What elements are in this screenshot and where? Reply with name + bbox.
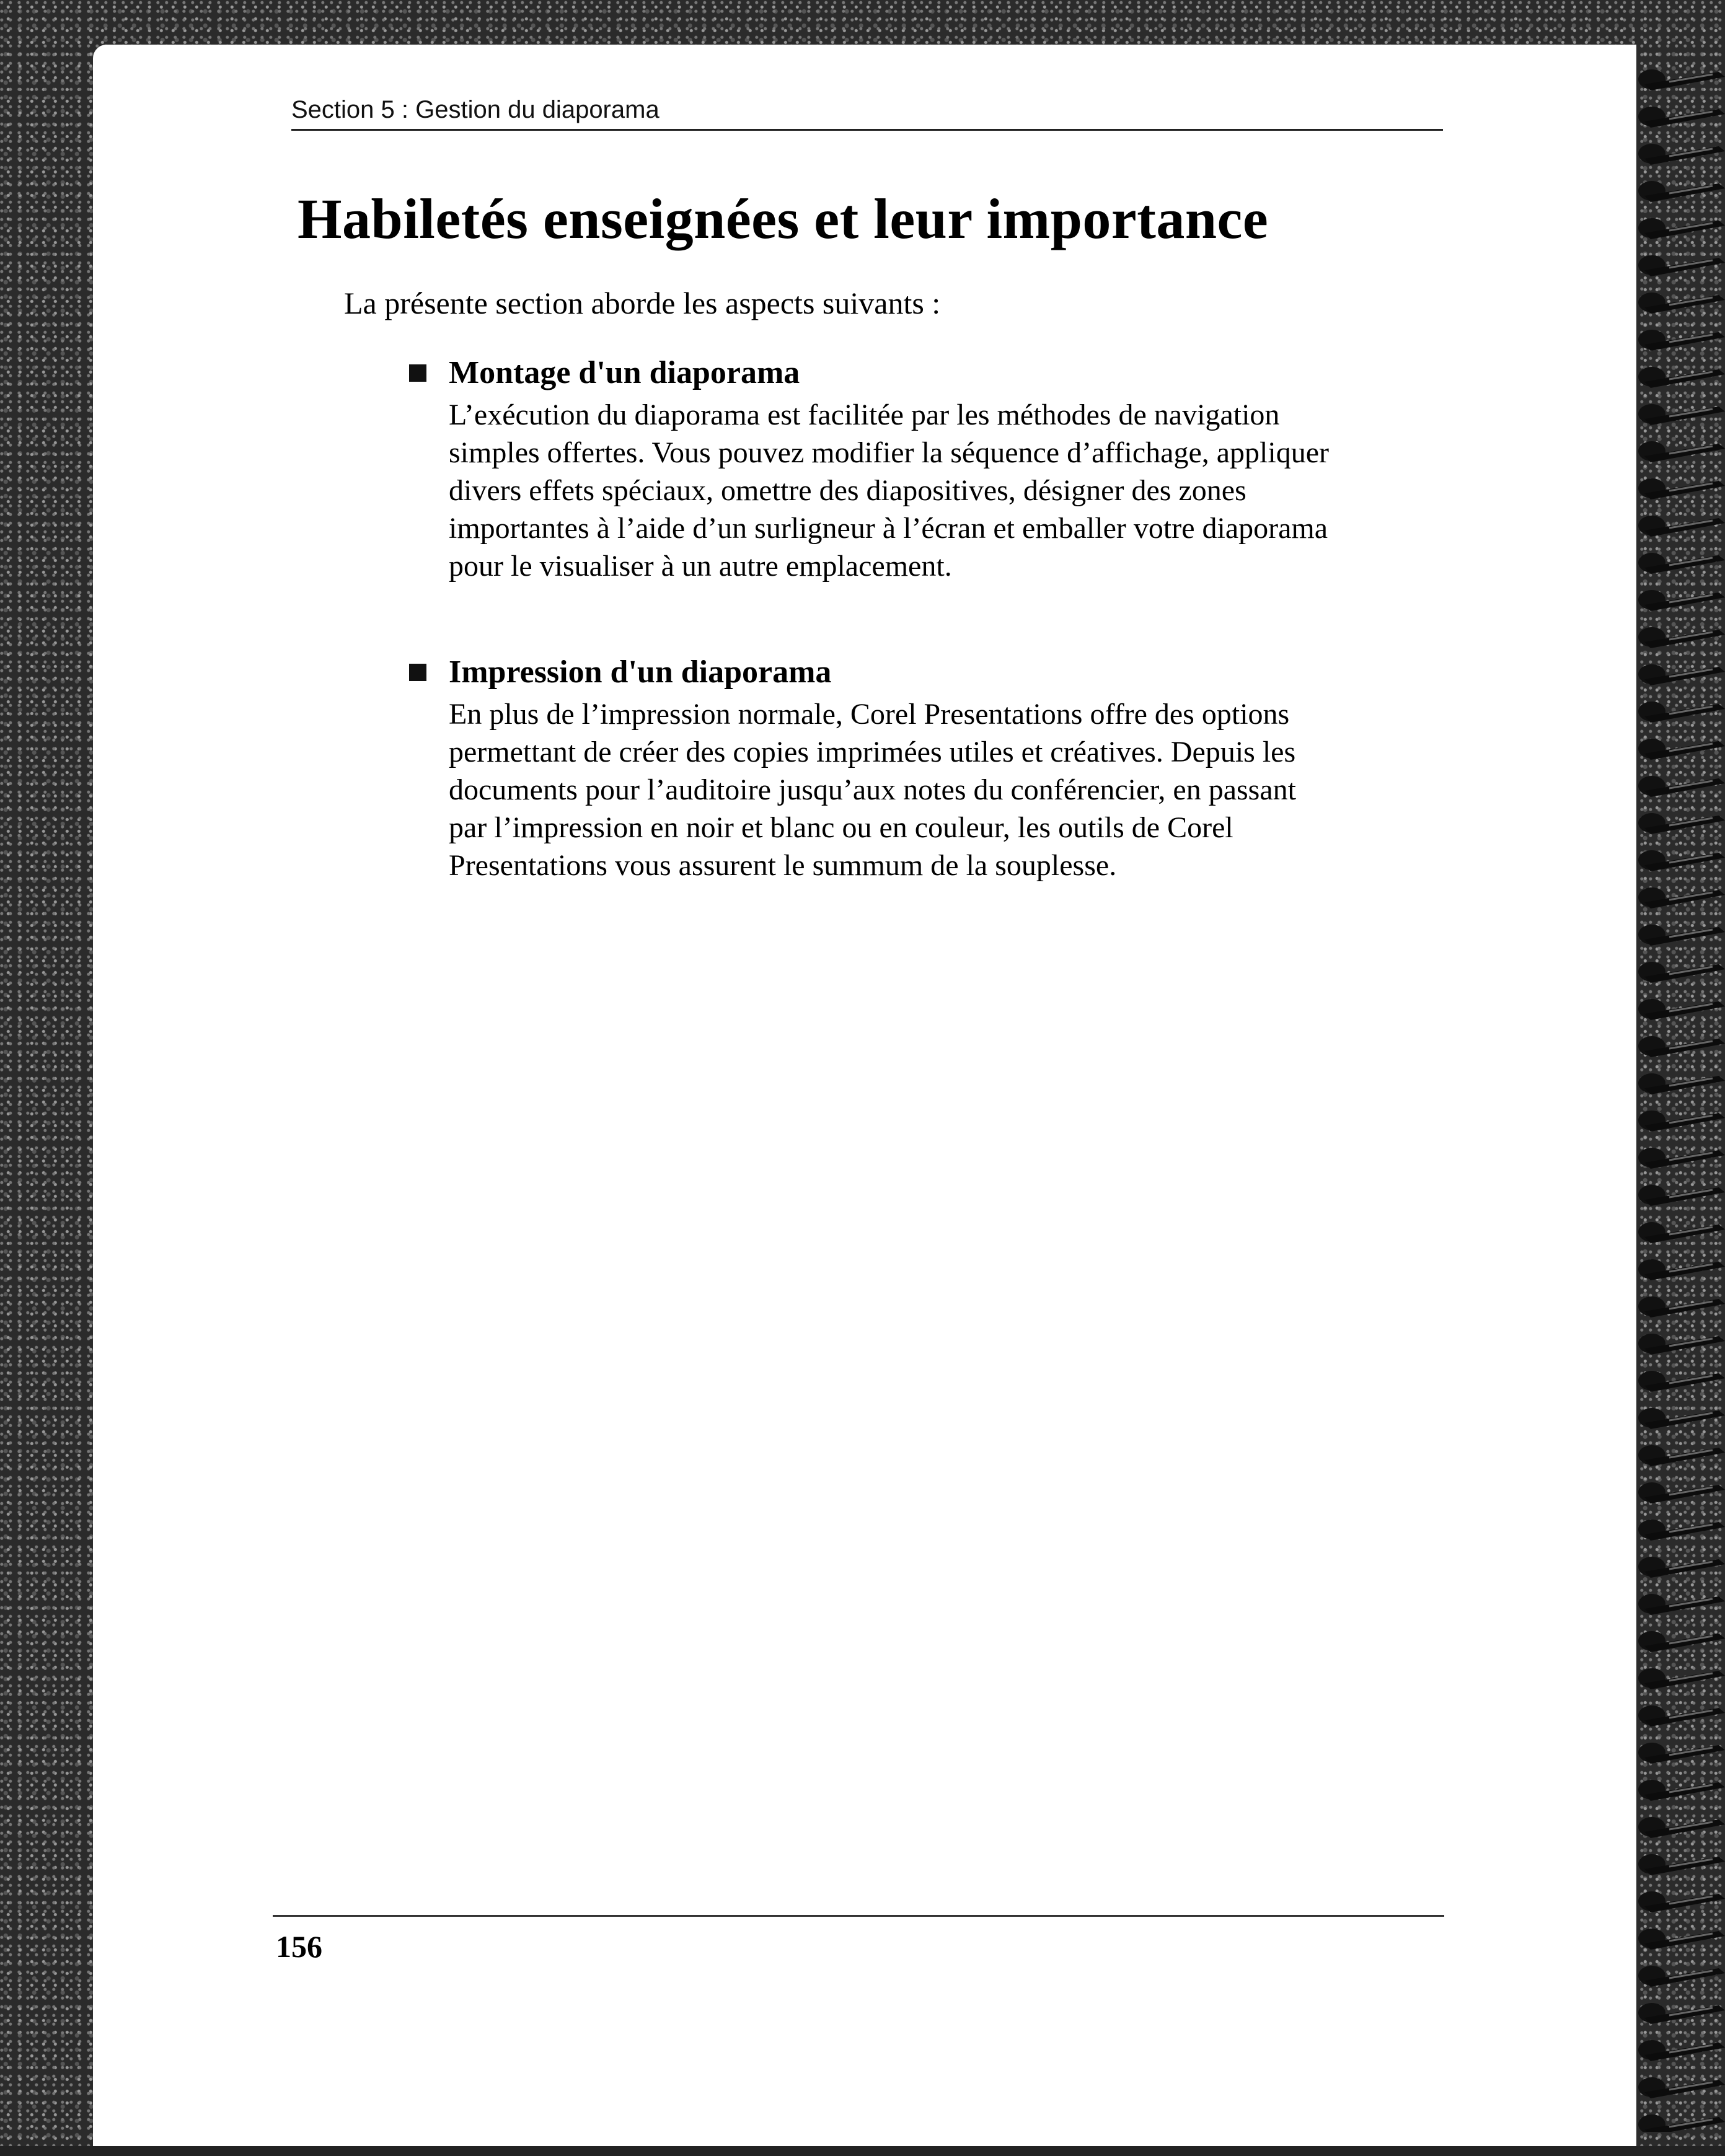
page-number: 156 — [276, 1929, 322, 1964]
binding-coil — [1638, 1482, 1725, 1503]
binding-coil — [1638, 1929, 1725, 1950]
binding-coil — [1638, 144, 1725, 165]
square-bullet-icon — [409, 664, 426, 681]
binding-coil — [1638, 107, 1725, 128]
binding-coil — [1638, 553, 1725, 574]
binding-coil — [1638, 1185, 1725, 1206]
binding-coil — [1638, 2040, 1725, 2061]
topic-montage — [409, 354, 1512, 585]
running-head: Section 5 : Gestion du diaporama — [291, 96, 1443, 131]
binding-coil — [1638, 1111, 1725, 1132]
binding-coil — [1638, 1817, 1725, 1838]
binding-coil — [1638, 1259, 1725, 1280]
binding-coil — [1638, 1073, 1725, 1094]
binding-coil — [1638, 627, 1725, 648]
topic-heading — [409, 354, 1512, 391]
binding-coil — [1638, 1780, 1725, 1801]
binding-coil — [1638, 2114, 1725, 2132]
binding-coil — [1638, 1594, 1725, 1615]
intro-text: La présente section aborde les aspects suivants : — [344, 286, 941, 320]
topic-title: Impression d'un diaporama — [449, 654, 832, 690]
topic-impression — [409, 654, 1512, 884]
binding-coil — [1638, 516, 1725, 537]
binding-coil — [1638, 887, 1725, 909]
binding-coil — [1638, 1445, 1725, 1466]
binding-coil — [1638, 1148, 1725, 1169]
binding-coil — [1638, 1520, 1725, 1541]
binding-coil — [1638, 255, 1725, 276]
footer-rule — [273, 1915, 1444, 1917]
binding-coil — [1638, 1334, 1725, 1355]
binding-coil — [1638, 702, 1725, 723]
binding-coil — [1638, 293, 1725, 314]
scan-bottom-edge — [0, 2146, 1725, 2156]
binding-coil — [1638, 1854, 1725, 1875]
binding-coil — [1638, 441, 1725, 462]
binding-coil — [1638, 776, 1725, 797]
binding-coil — [1638, 1036, 1725, 1057]
binding-coil — [1638, 850, 1725, 871]
binding-coil — [1638, 1408, 1725, 1429]
binding-coil — [1638, 218, 1725, 239]
topic-description: L’exécution du diaporama est facilitée par les méthodes de navigation simples offertes. Vous pouvez modifier la séquence d’affichage, appliquer divers effets spéciaux, omettre des diapositives, désigner des zones importantes à l’aide d’un surligneur à l’écran et emballer votre diaporama pour le visualiser à un autre emplacement. — [449, 398, 1330, 583]
binding-coil — [1638, 962, 1725, 983]
binding-coil — [1638, 590, 1725, 611]
binding-coil — [1638, 181, 1725, 202]
binding-coil — [1638, 1705, 1725, 1727]
binding-coil — [1638, 404, 1725, 425]
binding-coil — [1638, 1631, 1725, 1652]
binding-coil — [1638, 330, 1725, 351]
binding-coil — [1638, 69, 1725, 90]
binding-coil — [1638, 1743, 1725, 1764]
topic-description: En plus de l’impression normale, Corel Presentations offre des options permettant de créer des copies imprimées utiles et créatives. Depuis les documents pour l’auditoire jusqu’aux notes du conférencier, en passant par l’impression en noir et blanc ou en couleur, les outils de Corel Presentations vous assurent le summum de la souplesse. — [449, 698, 1296, 882]
binding-coil — [1638, 1296, 1725, 1318]
binding-coil — [1638, 478, 1725, 499]
spiral-binding-graphic — [1632, 56, 1725, 2132]
binding-coil — [1638, 1222, 1725, 1243]
topic-heading — [409, 654, 1512, 690]
binding-coil — [1638, 367, 1725, 388]
topic-title: Montage d'un diaporama — [449, 355, 800, 390]
binding-coil — [1638, 2077, 1725, 2098]
binding-coil — [1638, 1891, 1725, 1912]
binding-coil — [1638, 1557, 1725, 1578]
binding-coil — [1638, 813, 1725, 834]
binding-coil — [1638, 1668, 1725, 1689]
binding-coil — [1638, 1371, 1725, 1392]
binding-coil — [1638, 925, 1725, 946]
binding-coil — [1638, 1966, 1725, 1987]
binding-coil — [1638, 999, 1725, 1020]
spiral-binding — [1632, 56, 1725, 2132]
page-title: Habiletés enseignées et leur importance — [298, 187, 1269, 250]
binding-coil — [1638, 664, 1725, 685]
binding-coil — [1638, 739, 1725, 760]
binding-coil — [1638, 2003, 1725, 2024]
square-bullet-icon — [409, 364, 426, 382]
